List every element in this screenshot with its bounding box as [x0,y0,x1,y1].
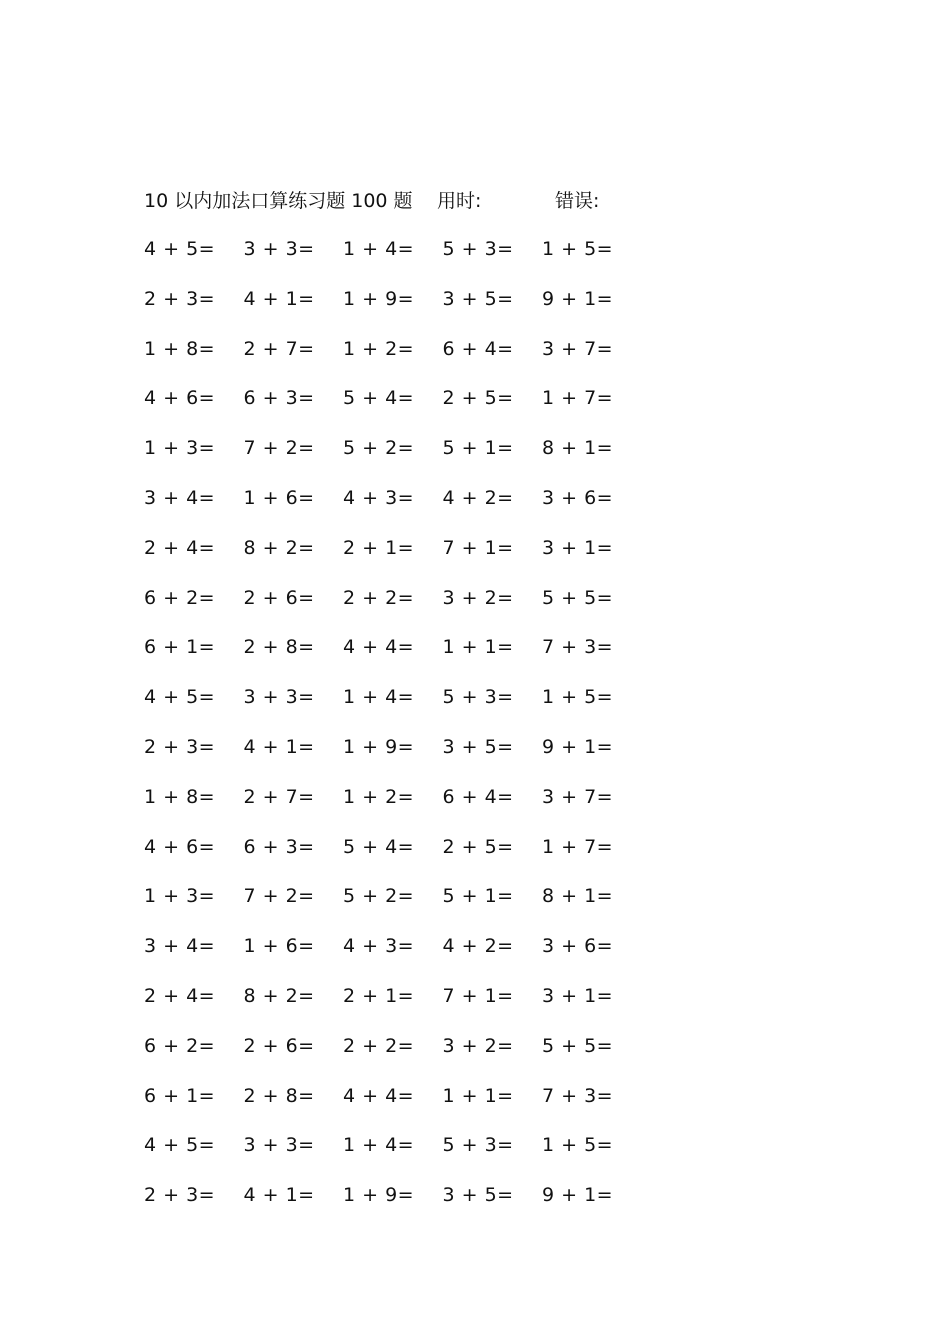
addition-problem: 1 + 3= [144,885,216,908]
worksheet-title: 10 以内加法口算练习题 100 题 [144,190,413,212]
addition-problem: 5 + 3= [442,238,514,260]
addition-problem: 1 + 8= [144,337,216,360]
addition-problem: 6 + 1= [144,1084,216,1107]
time-used-label: 用时: [437,190,482,212]
addition-problem: 1 + 5= [542,238,614,260]
addition-problem: 2 + 7= [243,785,315,808]
addition-problem: 6 + 2= [144,586,216,609]
addition-problem: 1 + 5= [542,686,614,709]
addition-problem: 4 + 6= [144,835,216,858]
addition-problem: 6 + 4= [442,785,514,808]
addition-problem: 1 + 5= [542,1134,614,1157]
addition-problem: 9 + 1= [542,287,614,310]
addition-problem: 7 + 1= [442,536,514,559]
addition-problem: 7 + 3= [542,1084,614,1107]
addition-problem: 6 + 2= [144,1034,216,1057]
addition-problem: 5 + 1= [442,885,514,908]
addition-problem: 4 + 6= [144,387,216,410]
addition-problem: 5 + 2= [343,437,415,460]
addition-problem: 2 + 8= [243,636,315,659]
addition-problem: 3 + 3= [243,238,315,260]
addition-problem: 2 + 5= [442,835,514,858]
addition-problem: 2 + 6= [243,1034,315,1057]
addition-problem: 2 + 2= [343,586,415,609]
addition-problem: 7 + 2= [243,885,315,908]
addition-problem: 1 + 4= [343,238,415,260]
addition-problem: 1 + 8= [144,785,216,808]
addition-problem: 1 + 7= [542,835,614,858]
addition-problem: 2 + 7= [243,337,315,360]
addition-problem: 5 + 2= [343,885,415,908]
problem-grid [144,234,644,1230]
addition-problem: 3 + 6= [542,935,614,958]
addition-problem: 3 + 7= [542,785,614,808]
addition-problem: 4 + 2= [442,935,514,958]
addition-problem: 3 + 2= [442,1034,514,1057]
addition-problem: 1 + 3= [144,437,216,460]
addition-problem: 1 + 6= [243,935,315,958]
worksheet-header [144,186,624,216]
addition-problem: 3 + 7= [542,337,614,360]
addition-problem: 5 + 5= [542,1034,614,1057]
addition-problem: 1 + 9= [343,287,415,310]
addition-problem: 5 + 5= [542,586,614,609]
error-count-label: 错误: [555,190,600,212]
addition-problem: 2 + 3= [144,735,216,758]
addition-problem: 5 + 1= [442,437,514,460]
addition-problem: 3 + 5= [442,287,514,310]
addition-problem: 4 + 3= [343,486,415,509]
addition-problem: 3 + 4= [144,486,216,509]
addition-problem: 1 + 1= [442,636,514,659]
addition-problem: 2 + 6= [243,586,315,609]
addition-problem: 3 + 3= [243,1134,315,1157]
addition-problem: 6 + 3= [243,835,315,858]
addition-problem: 4 + 1= [243,287,315,310]
addition-problem: 3 + 5= [442,1184,514,1207]
addition-problem: 4 + 5= [144,1134,216,1157]
addition-problem: 9 + 1= [542,735,614,758]
addition-problem: 4 + 3= [343,935,415,958]
addition-problem: 4 + 5= [144,238,216,260]
addition-problem: 7 + 3= [542,636,614,659]
addition-problem: 1 + 2= [343,337,415,360]
addition-problem: 7 + 1= [442,984,514,1007]
addition-problem: 3 + 2= [442,586,514,609]
addition-problem: 3 + 1= [542,536,614,559]
addition-problem: 4 + 2= [442,486,514,509]
addition-problem: 5 + 4= [343,835,415,858]
addition-problem: 8 + 2= [243,984,315,1007]
addition-problem: 2 + 3= [144,287,216,310]
addition-problem: 8 + 2= [243,536,315,559]
addition-problem: 6 + 4= [442,337,514,360]
addition-problem: 4 + 1= [243,735,315,758]
addition-problem: 3 + 3= [243,686,315,709]
addition-problem: 1 + 6= [243,486,315,509]
addition-problem: 4 + 4= [343,636,415,659]
addition-problem: 2 + 4= [144,536,216,559]
addition-problem: 5 + 4= [343,387,415,410]
addition-problem: 1 + 2= [343,785,415,808]
addition-problem: 2 + 1= [343,984,415,1007]
addition-problem: 1 + 7= [542,387,614,410]
addition-problem: 6 + 3= [243,387,315,410]
addition-problem: 1 + 9= [343,1184,415,1207]
addition-problem: 3 + 4= [144,935,216,958]
addition-problem: 2 + 1= [343,536,415,559]
addition-problem: 2 + 8= [243,1084,315,1107]
addition-problem: 2 + 4= [144,984,216,1007]
addition-problem: 3 + 1= [542,984,614,1007]
addition-problem: 1 + 4= [343,1134,415,1157]
addition-problem: 4 + 4= [343,1084,415,1107]
addition-problem: 6 + 1= [144,636,216,659]
addition-problem: 2 + 2= [343,1034,415,1057]
addition-problem: 3 + 6= [542,486,614,509]
addition-problem: 1 + 1= [442,1084,514,1107]
addition-problem: 3 + 5= [442,735,514,758]
addition-problem: 2 + 5= [442,387,514,410]
addition-problem: 5 + 3= [442,686,514,709]
addition-problem: 5 + 3= [442,1134,514,1157]
addition-problem: 4 + 1= [243,1184,315,1207]
addition-problem: 1 + 4= [343,686,415,709]
addition-problem: 4 + 5= [144,686,216,709]
addition-problem: 1 + 9= [343,735,415,758]
addition-problem: 2 + 3= [144,1184,216,1207]
addition-problem: 7 + 2= [243,437,315,460]
addition-problem: 8 + 1= [542,885,614,908]
addition-problem: 8 + 1= [542,437,614,460]
addition-problem: 9 + 1= [542,1184,614,1207]
